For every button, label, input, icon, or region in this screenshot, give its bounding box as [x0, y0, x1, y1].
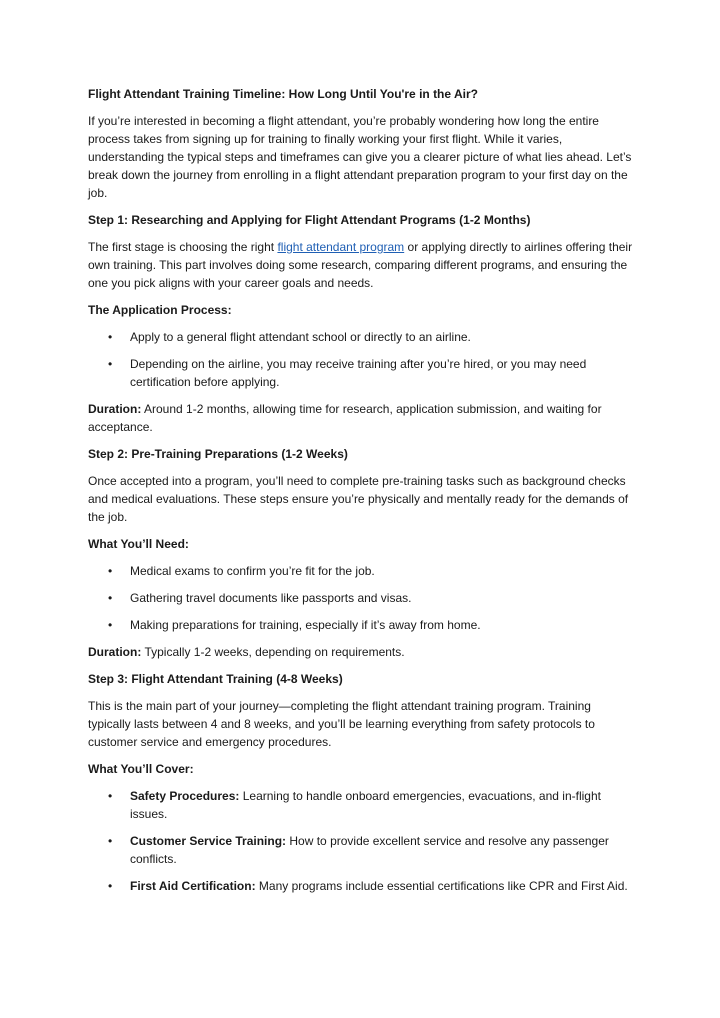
list-item — [88, 787, 636, 823]
step3-subheading: What You’ll Cover: — [88, 762, 194, 776]
step3-heading: Step 3: Flight Attendant Training (4-8 Weeks) — [88, 672, 343, 686]
document-title: Flight Attendant Training Timeline: How Long Until You're in the Air? — [88, 87, 478, 101]
step2-duration — [88, 643, 636, 661]
duration-label: Duration: — [88, 645, 142, 659]
list-item: • Medical exams to confirm you’re fit for the job. — [88, 562, 636, 580]
step2-heading: Step 2: Pre-Training Preparations (1-2 Weeks) — [88, 447, 348, 461]
step2-paragraph: Once accepted into a program, you’ll need to complete pre-training tasks such as background checks and medical evaluations. These steps ensure you’re physically and mentally ready for the demands of the job. — [88, 474, 629, 524]
intro-paragraph: If you’re interested in becoming a flight attendant, you’re probably wondering how long the entire process takes from signing up for training to finally working your first flight. While it varies, understanding the typical steps and timeframes can give you a clearer picture of what lies ahead. Let’s break down the journey from enrolling in a flight attendant preparation program to your first day on the job. — [88, 114, 632, 200]
step1-duration — [88, 400, 636, 436]
bullet-label: Safety Procedures: — [130, 789, 240, 803]
list-item — [88, 832, 636, 868]
step1-heading: Step 1: Researching and Applying for Flight Attendant Programs (1-2 Months) — [88, 213, 531, 227]
bullet-text: Learning to handle onboard emergencies, evacuations, and in-flight issues. — [130, 789, 601, 821]
step2-subheading: What You’ll Need: — [88, 537, 189, 551]
duration-label: Duration: — [88, 402, 142, 416]
list-item: • Making preparations for training, especially if it’s away from home. — [88, 616, 636, 634]
step2-bullet-list — [88, 562, 636, 634]
step1-text-before: The first stage is choosing the right — [88, 240, 278, 254]
list-item: • Depending on the airline, you may receive training after you’re hired, or you may need certification before applying. — [88, 355, 636, 391]
bullet-label: First Aid Certification: — [130, 879, 256, 893]
flight-attendant-program-link[interactable]: flight attendant program — [277, 240, 405, 254]
list-item: • Apply to a general flight attendant school or directly to an airline. — [88, 328, 636, 346]
step1-bullet-list — [88, 328, 636, 391]
list-item — [88, 877, 636, 895]
step3-paragraph: This is the main part of your journey—completing the flight attendant training program. Training typically lasts between 4 and 8 weeks, and you’ll be learning everything from safety protocols to customer service and emergency procedures. — [88, 699, 595, 749]
step1-subheading: The Application Process: — [88, 303, 232, 317]
duration-text: Around 1-2 months, allowing time for research, application submission, and waiting for acceptance. — [88, 402, 602, 434]
step1-text-after: or applying directly to airlines offering their own training. This part involves doing some research, comparing different programs, and ensuring the one you pick aligns with your career goals and needs. — [88, 240, 633, 290]
document-page — [88, 85, 636, 904]
step1-paragraph — [88, 238, 636, 292]
bullet-text: How to provide excellent service and resolve any passenger conflicts. — [130, 834, 609, 866]
duration-text: Typically 1-2 weeks, depending on requirements. — [141, 645, 405, 659]
bullet-label: Customer Service Training: — [130, 834, 287, 848]
bullet-text: Many programs include essential certifications like CPR and First Aid. — [255, 879, 628, 893]
step3-bullet-list — [88, 787, 636, 895]
list-item: • Gathering travel documents like passports and visas. — [88, 589, 636, 607]
